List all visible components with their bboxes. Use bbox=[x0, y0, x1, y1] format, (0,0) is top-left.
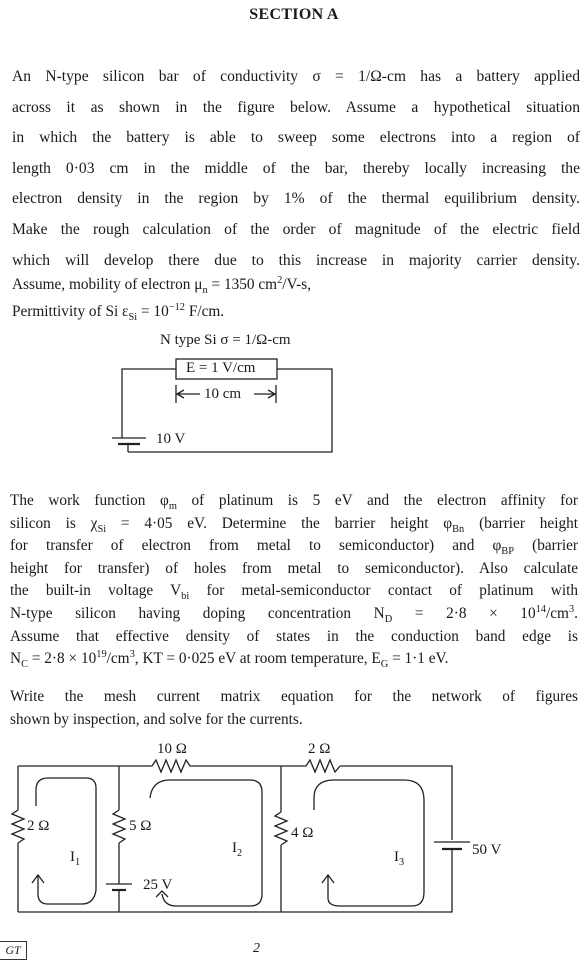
battery-label: 10 V bbox=[156, 431, 186, 447]
q2-line: height for transfer) of holes from metal to semiconductor). Also calculate bbox=[10, 559, 578, 577]
q1-line: across it as shown in the figure below. Assume a hypothetical situation bbox=[12, 98, 580, 116]
label-2-ohm-top: 2 Ω bbox=[308, 741, 331, 757]
section-title: SECTION A bbox=[249, 6, 339, 23]
mesh-loop-3 bbox=[314, 780, 424, 906]
resistor-5-ohm bbox=[113, 810, 125, 843]
field-label: E = 1 V/cm bbox=[186, 360, 256, 376]
q2-line: N-type silicon having doping concentration $N_D = 2\cdot 8 \times 10^{14}/cm^3$. bbox=[10, 603, 578, 626]
label-2-ohm-left: 2 Ω bbox=[27, 818, 50, 834]
q1-line: Make the rough calculation of the order of magnitude of the electric field bbox=[12, 220, 580, 238]
length-label: 10 cm bbox=[204, 386, 242, 402]
q2-line: silicon is $\chi_{Si} = 4\cdot 05$ eV. Determine the barrier height $\varphi_{Bn}$ (barrier height bbox=[10, 514, 578, 535]
resistor-10-ohm bbox=[152, 760, 190, 772]
resistor-2-ohm-left bbox=[12, 810, 24, 843]
label-i2: $I_2$ bbox=[232, 840, 243, 859]
q2-line: $N_C = 2\cdot 8 \times 10^{19}/cm^3$, KT = 0·025 eV at room temperature, $E_G = 1\cdot 1$ eV. bbox=[10, 649, 449, 671]
resistor-2-ohm-top bbox=[306, 760, 340, 772]
q2-line: the built-in voltage $V_{bi}$ for metal-semiconductor contact of platinum with bbox=[10, 582, 578, 603]
q2-line: The work function $\varphi_m$ of platinum is 5 eV and the electron affinity for bbox=[10, 492, 578, 513]
q1-line: An N-type silicon bar of conductivity σ = 1/Ω-cm has a battery applied bbox=[12, 68, 580, 85]
q1-line: electron density in the region by 1% of the thermal equilibrium density. bbox=[12, 190, 580, 208]
q1-permittivity-line: Permittivity of Si $\varepsilon_{Si} = 10^{-12}$ F/cm. bbox=[12, 301, 225, 324]
q3-line: shown by inspection, and solve for the currents. bbox=[10, 710, 303, 728]
q1-line: length 0·03 cm in the middle of the bar, thereby locally increasing the bbox=[12, 159, 580, 177]
page-number: 2 bbox=[253, 941, 260, 956]
q2-line: for transfer of electron from metal to semiconductor) and $\varphi_{BP}$ (barrier bbox=[10, 537, 578, 558]
label-50v: 50 V bbox=[472, 842, 502, 858]
q1-line: in which the battery is able to sweep some electrons into a region of bbox=[12, 129, 580, 147]
label-i3: $I_3$ bbox=[394, 849, 405, 868]
bar-title: N type Si σ = 1/Ω-cm bbox=[160, 332, 291, 348]
paper-code: GT bbox=[0, 941, 27, 960]
label-10-ohm: 10 Ω bbox=[157, 741, 187, 757]
q1-mobility-line: Assume, mobility of electron $\mu_n = 1350$ $cm^2/V-s$, bbox=[12, 274, 312, 297]
label-5-ohm: 5 Ω bbox=[129, 818, 152, 834]
q1-line: which will develop there due to this increase in majority carrier density. bbox=[12, 251, 580, 269]
mesh-loop-1 bbox=[36, 778, 96, 904]
label-4-ohm: 4 Ω bbox=[291, 825, 314, 841]
q3-line: Write the mesh current matrix equation for the network of figures bbox=[10, 688, 578, 705]
label-25v: 25 V bbox=[143, 877, 173, 893]
wire-top-right bbox=[340, 766, 452, 840]
resistor-4-ohm bbox=[275, 812, 287, 845]
q2-line: Assume that effective density of states in the conduction band edge is bbox=[10, 627, 578, 645]
label-i1: $I_1$ bbox=[70, 849, 81, 868]
